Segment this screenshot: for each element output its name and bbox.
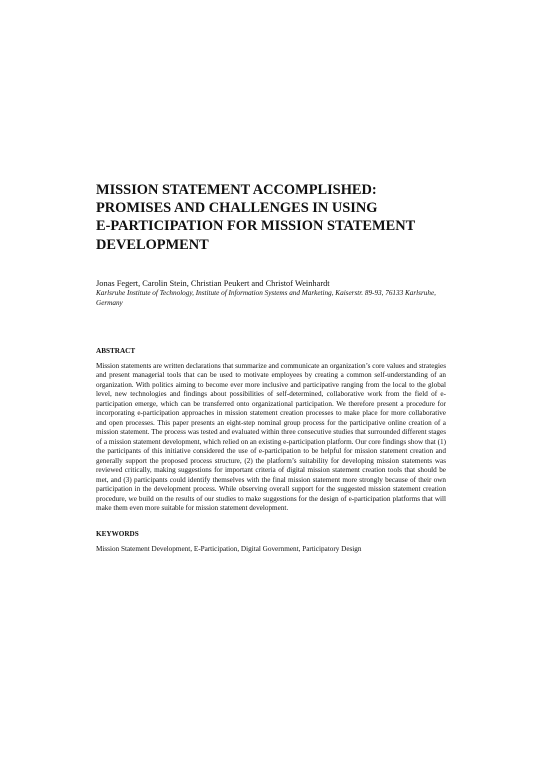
title-line: E-PARTICIPATION FOR MISSION STATEMENT bbox=[96, 218, 416, 235]
keywords-heading: KEYWORDS bbox=[96, 529, 139, 538]
author-affiliation: Karlsruhe Institute of Technology, Institute of Information Systems and Marketing, Kaiserstr. 89-93, 76133 Karlsruhe, Germany bbox=[96, 289, 436, 308]
keywords-text: Mission Statement Development, E-Participation, Digital Government, Participatory Design bbox=[96, 544, 362, 553]
title-line: PROMISES AND CHALLENGES IN USING bbox=[96, 200, 378, 217]
abstract-heading: ABSTRACT bbox=[96, 346, 136, 355]
abstract-text: Mission statements are written declarations that summarize and communicate an organization’s core values and strategies and present managerial tools that can be used to motivate employees by creating a common self-understanding of an organization. With politics aiming to become ever more inclusive and participative ranging from the local to the global level, new technologies and findings about possibilities of self-determined, collaborative work from the field of e-participation emerge, which can be transferred onto organizational participation. We therefore present a procedure for incorporating e-participation approaches in mission statement creation processes to make place for more collaborative and open processes. This paper presents an eight-step nominal group process for the participative online creation of a mission statement. The process was tested and evaluated within three consecutive studies that surrounded different stages of a mission statement development, which relied on an existing e-participation platform. Our core findings show that (1) the participants of this initiative considered the use of e-participation to be helpful for mission statement creation and generally support the proposed process structure, (2) the platform’s suitability for developing mission statements was reviewed critically, making suggestions for important criteria of digital mission statement creation tools that should be met, and (3) participants could identify themselves with the final mission statement more strongly because of their own participation in the development process. While observing overall support for the suggested mission statement creation procedure, we build on the results of our studies to make suggestions for the design of e-participation platforms that will make them even more suitable for mission statement development. bbox=[96, 361, 446, 513]
title-line: DEVELOPMENT bbox=[96, 236, 209, 253]
paper-content bbox=[96, 181, 446, 554]
title-line: MISSION STATEMENT ACCOMPLISHED: bbox=[96, 182, 377, 198]
paper-title bbox=[96, 181, 446, 254]
author-list: Jonas Fegert, Carolin Stein, Christian Peukert and Christof Weinhardt bbox=[96, 278, 330, 288]
